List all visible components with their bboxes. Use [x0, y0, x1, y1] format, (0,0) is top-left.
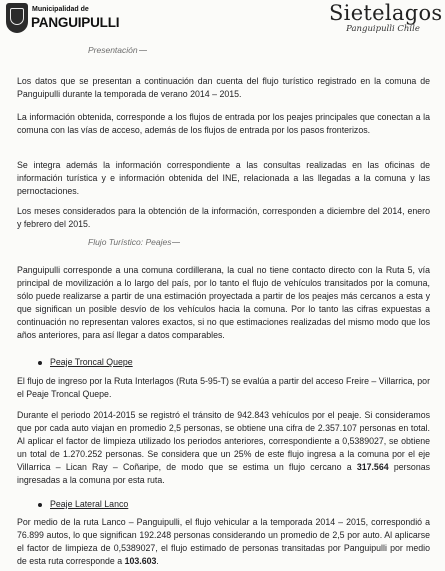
bullet-peaje-troncal-quepe [38, 356, 133, 368]
paragraph-integra: Se integra además la información correspondiente a las consultas realizadas en las oficinas de información turística y e información obtenida del INE, relacionada a las llegadas a la comuna y las pernoctaciones. [17, 160, 430, 196]
paragraph-informacion: La información obtenida, corresponde a los flujos de entrada por los peajes principales que conectan a la comuna con las vías de acceso, además de los flujos de entrada por los pasos fronterizos. [17, 112, 430, 135]
bullet-dot [38, 503, 42, 507]
paragraph-meses: Los meses considerados para la obtención de la información, corresponden a diciembre del 2014, enero y febrero del 2015. [17, 206, 430, 229]
bullet-label: Peaje Lateral Lanco [50, 499, 129, 509]
shield-icon [6, 3, 28, 33]
paragraph-ruta-lanco: Por medio de la ruta Lanco – Panguipulli, el flujo vehicular a la temporada 2014 – 2015, correspondió a 76.899 autos, lo que significan 192.248 personas considerando un promedio de 2,5 por auto. Al aplicarse el factor de limpieza de 0,5389027, el flujo estimado de personas transitadas por Panguipulli por medio de esta ruta corresponde a 103.603. [17, 517, 430, 566]
section-title-presentacion: Presentación [88, 45, 147, 55]
paragraph-intro: Los datos que se presentan a continuación dan cuenta del flujo turístico registrado en la comuna de Panguipulli durante la temporada de verano 2014 – 2015. [17, 76, 430, 99]
paragraph-periodo: Durante el periodo 2014-2015 se registró el tránsito de 942.843 vehículos por el peaje. Si consideramos que por cada auto viajan en promedio 2,5 personas, se obtiene una cifra de 2.357.107 personas en total. Al aplicar el factor de limpieza utilizado los periodos anteriores, correspondiente a 0,5389027, se obtiene un total de 1.270.252 personas. Se considera que un 25% de este flujo ingresa a la comuna por el eje Villarrica – Lican Ray – Coñaripe, de modo que se estima un flujo cercano a 317.564 personas ingresadas a la comuna por esta ruta. [17, 410, 431, 485]
bullet-peaje-lateral-lanco [38, 498, 128, 510]
paragraph-ruta-interlagos: El flujo de ingreso por la Ruta Interlagos (Ruta 5-95-T) se evalúa a partir del acceso Freire – Villarrica, por el Peaje Troncal Quepe. [17, 376, 430, 399]
municipality-logo [6, 3, 120, 37]
highlight-value: 103.603 [124, 556, 157, 566]
brand-logo [329, 1, 443, 38]
highlight-value: 317.564 [356, 462, 389, 472]
section-title-flujo: Flujo Turístico: Peajes [88, 237, 180, 247]
brand-name: Sietelagos [329, 1, 443, 25]
paragraph-panguipulli: Panguipulli corresponde a una comuna cordillerana, la cual no tiene contacto directo con la Ruta 5, vía principal de movilización a lo largo del país, por lo tanto el flujo de vehículos transitados por la comuna, sólo puede realizarse a partir de una estimación proyectada a partir de los peajes más cercanos a esta y que significan un posible desvío de los vehículos hacia la comuna. Por lo tanto las cifras expuestas a continuación no representan valores exactos, si no que estimaciones realizadas del mismo modo que los años anteriores, para así llegar a datos comparables. [17, 265, 430, 340]
bullet-label: Peaje Troncal Quepe [50, 357, 133, 367]
municipality-name: PANGUIPULLI [31, 15, 120, 30]
municipality-label: Municipalidad de [32, 6, 89, 13]
bullet-dot [38, 361, 42, 365]
brand-tagline: Panguipulli Chile [346, 24, 420, 34]
